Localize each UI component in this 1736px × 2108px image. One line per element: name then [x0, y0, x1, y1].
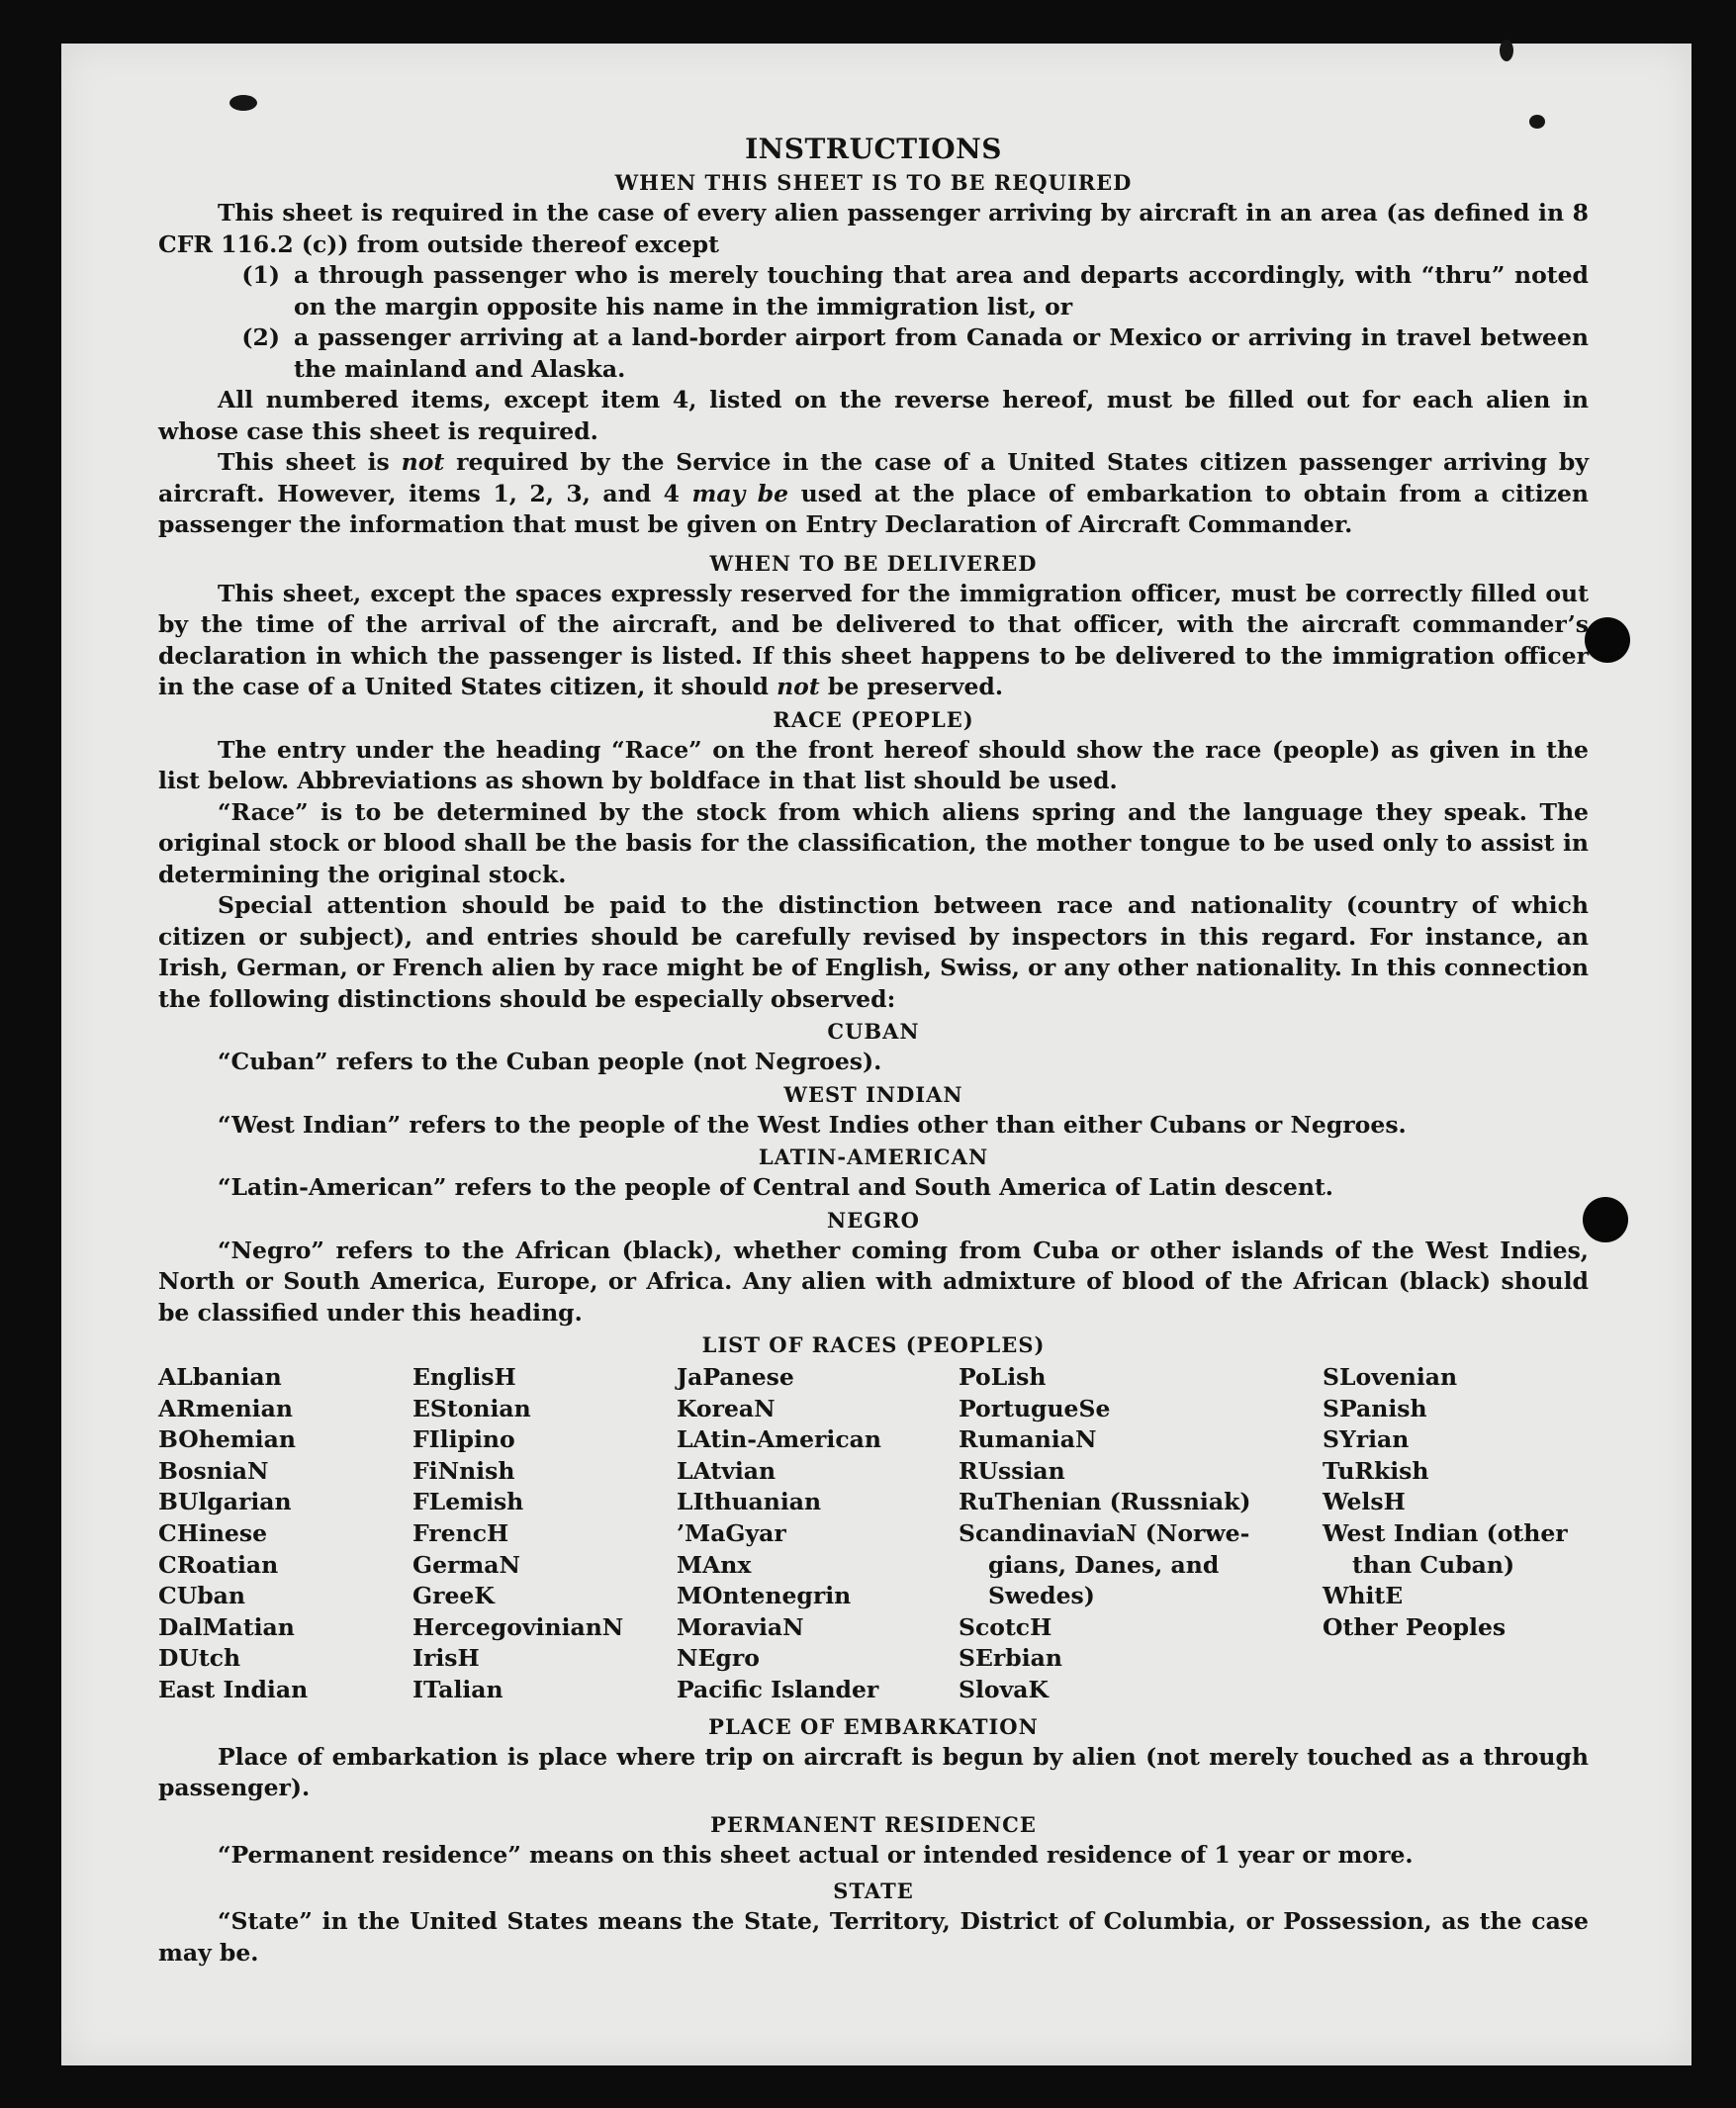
- races-list: [158, 1362, 1589, 1706]
- race-entry: RUssian: [959, 1456, 1065, 1485]
- race-entry: KoreaN: [677, 1394, 776, 1422]
- italic-text: may be: [691, 479, 789, 507]
- races-column: [158, 1362, 412, 1706]
- paragraph: All numbered items, except item 4, listed on the reverse hereof, must be filled out for each alien in whose case this sheet is required.: [158, 386, 1589, 445]
- race-entry: JaPanese: [677, 1363, 794, 1391]
- paragraph: This sheet is required in the case of every alien passenger arriving by aircraft in an area (as defined in 8 CFR 116.2 (c)) from outside thereof except: [158, 199, 1589, 258]
- item-text: a passenger arriving at a land-border airport from Canada or Mexico or arriving in travel between the mainland and Alaska.: [294, 323, 1589, 383]
- race-entry: SPanish: [1323, 1394, 1427, 1422]
- instructions-page: [158, 133, 1589, 1969]
- text-run: be preserved.: [819, 673, 1004, 700]
- race-entry: ’MaGyar: [677, 1518, 786, 1547]
- definition: “Permanent residence” means on this sheet actual or intended residence of 1 year or more.: [218, 1840, 1414, 1869]
- race-entry: LAtvian: [677, 1456, 777, 1485]
- race-entry: than Cuban): [1352, 1550, 1515, 1579]
- text-run: This sheet is: [218, 448, 402, 476]
- italic-text: not: [777, 673, 820, 700]
- race-entry: PortugueSe: [959, 1394, 1111, 1422]
- race-entry: ScotcH: [959, 1612, 1052, 1641]
- races-column: [1323, 1362, 1589, 1706]
- race-entry: GreeK: [412, 1582, 495, 1610]
- race-entry: SYrian: [1323, 1425, 1410, 1454]
- italic-text: not: [401, 448, 445, 476]
- paragraph: Special attention should be paid to the distinction between race and nationality (country of which citizen or subject), and entries should be carefully revised by inspectors in this regard. For instance, an Irish, German, or French alien by race might be of English, Swiss, or any other nationality. In this connection the following distinctions should be especially observed:: [158, 891, 1589, 1013]
- paragraph: [158, 447, 1589, 541]
- text-run: required by the Service in the case of a United States citizen passenger arriving by aircraft. However, items 1, 2, 3, and 4: [158, 448, 1589, 507]
- section-heading-when-required: WHEN THIS SHEET IS TO BE REQUIRED: [614, 170, 1133, 195]
- section-heading-when-delivered: WHEN TO BE DELIVERED: [709, 550, 1038, 576]
- item-number: (1): [241, 261, 280, 289]
- race-entry: LIthuanian: [677, 1488, 822, 1516]
- race-entry: CHinese: [158, 1518, 268, 1547]
- race-entry: HercegovinianN: [412, 1612, 624, 1641]
- definition: “Cuban” refers to the Cuban people (not Negroes).: [218, 1048, 882, 1075]
- races-column: [412, 1362, 677, 1706]
- race-entry: MOntenegrin: [677, 1582, 852, 1610]
- section-heading-residence: PERMANENT RESIDENCE: [710, 1811, 1037, 1837]
- definition: “West Indian” refers to the people of the West Indies other than either Cubans or Negroes.: [218, 1110, 1407, 1139]
- race-entry: FiNnish: [412, 1456, 515, 1485]
- race-entry: EStonian: [412, 1394, 531, 1422]
- definition: “Negro” refers to the African (black), whether coming from Cuba or other islands of the West Indies, North or South America, Europe, or Africa. Any alien with admixture of blood of the African (black) should be classified under this heading.: [158, 1236, 1589, 1327]
- race-entry: MAnx: [677, 1550, 752, 1579]
- race-entry: Pacific Islander: [677, 1675, 879, 1703]
- race-entry: ARmenian: [158, 1394, 293, 1422]
- race-entry: CRoatian: [158, 1550, 279, 1579]
- definition: “Latin-American” refers to the people of Central and South America of Latin descent.: [218, 1173, 1333, 1201]
- race-entry: RumaniaN: [959, 1425, 1097, 1454]
- item-text: a through passenger who is merely touching that area and departs accordingly, with “thru” noted on the margin opposite his name in the immigration list, or: [294, 261, 1589, 321]
- races-column: [959, 1362, 1323, 1706]
- race-entry: ALbanian: [158, 1363, 282, 1391]
- race-entry: IrisH: [412, 1644, 480, 1673]
- paragraph: [158, 579, 1589, 703]
- race-entry: gians, Danes, and: [988, 1550, 1220, 1579]
- section-heading-race: RACE (PEOPLE): [773, 706, 974, 732]
- race-entry: Other Peoples: [1323, 1612, 1507, 1641]
- race-entry: BOhemian: [158, 1425, 296, 1454]
- definition: Place of embarkation is place where trip on aircraft is begun by alien (not merely touched as a through passenger).: [158, 1742, 1589, 1802]
- race-entry: WhitE: [1323, 1582, 1404, 1610]
- race-entry: NEgro: [677, 1644, 760, 1673]
- section-heading-state: STATE: [833, 1879, 914, 1904]
- race-entry: GermaN: [412, 1550, 520, 1579]
- section-heading-negro: NEGRO: [827, 1207, 920, 1233]
- page-title: INSTRUCTIONS: [745, 133, 1002, 165]
- race-entry: DUtch: [158, 1644, 241, 1673]
- races-column: [677, 1362, 959, 1706]
- race-entry: FLemish: [412, 1488, 524, 1516]
- punch-hole-upper: [1585, 617, 1630, 663]
- race-entry: FIlipino: [412, 1425, 515, 1454]
- text-run: used at the place of embarkation to obtain from a citizen passenger the information that must be given on Entry Declaration of Aircraft Commander.: [158, 479, 1590, 538]
- race-entry: LAtin-American: [677, 1425, 881, 1454]
- race-entry: WelsH: [1323, 1488, 1406, 1516]
- race-entry: DalMatian: [158, 1612, 295, 1641]
- race-entry: RuThenian (Russniak): [959, 1488, 1251, 1516]
- definition: “State” in the United States means the State, Territory, District of Columbia, or Possession, as the case may be.: [158, 1907, 1589, 1967]
- ink-blot: [1500, 40, 1513, 61]
- punch-hole-lower: [1583, 1197, 1628, 1242]
- section-heading-latin-american: LATIN-AMERICAN: [758, 1145, 989, 1169]
- race-entry: Swedes): [988, 1582, 1095, 1610]
- ink-blot: [229, 95, 257, 111]
- section-heading-cuban: CUBAN: [827, 1019, 920, 1044]
- race-entry: East Indian: [158, 1675, 309, 1703]
- item-number: (2): [241, 323, 280, 351]
- paragraph: “Race” is to be determined by the stock from which aliens spring and the language they speak. The original stock or blood shall be the basis for the classification, the mother tongue to be used only to assist in determining the original stock.: [158, 797, 1589, 888]
- section-heading-embarkation: PLACE OF EMBARKATION: [708, 1713, 1039, 1739]
- race-entry: MoraviaN: [677, 1612, 804, 1641]
- section-heading-west-indian: WEST INDIAN: [783, 1081, 963, 1107]
- race-entry: ScandinaviaN (Norwe-: [959, 1518, 1250, 1547]
- race-entry: West Indian (other: [1323, 1518, 1568, 1547]
- race-entry: SlovaK: [959, 1675, 1049, 1703]
- paragraph: The entry under the heading “Race” on the front hereof should show the race (people) as given in the list below. Abbreviations as shown by boldface in that list should be used.: [158, 735, 1589, 794]
- section-heading-list-of-races: LIST OF RACES (PEOPLES): [701, 1332, 1046, 1357]
- race-entry: SLovenian: [1323, 1363, 1458, 1391]
- race-entry: BosniaN: [158, 1456, 269, 1485]
- race-entry: PoLish: [959, 1363, 1047, 1391]
- race-entry: TuRkish: [1323, 1456, 1429, 1485]
- race-entry: EnglisH: [412, 1363, 516, 1391]
- race-entry: FrencH: [412, 1518, 509, 1547]
- race-entry: CUban: [158, 1582, 245, 1610]
- list-item: [158, 260, 1589, 322]
- list-item: [158, 322, 1589, 385]
- ink-blot: [1529, 115, 1545, 129]
- race-entry: SErbian: [959, 1644, 1062, 1673]
- race-entry: ITalian: [412, 1675, 503, 1703]
- race-entry: BUlgarian: [158, 1488, 292, 1516]
- text-run: This sheet, except the spaces expressly reserved for the immigration officer, must be correctly filled out by the time of the arrival of the aircraft, and be delivered to that officer, with the aircraft commander’s declaration in which the passenger is listed. If this sheet happens to be delivered to the immigration officer in the case of a United States citizen, it should: [158, 579, 1589, 700]
